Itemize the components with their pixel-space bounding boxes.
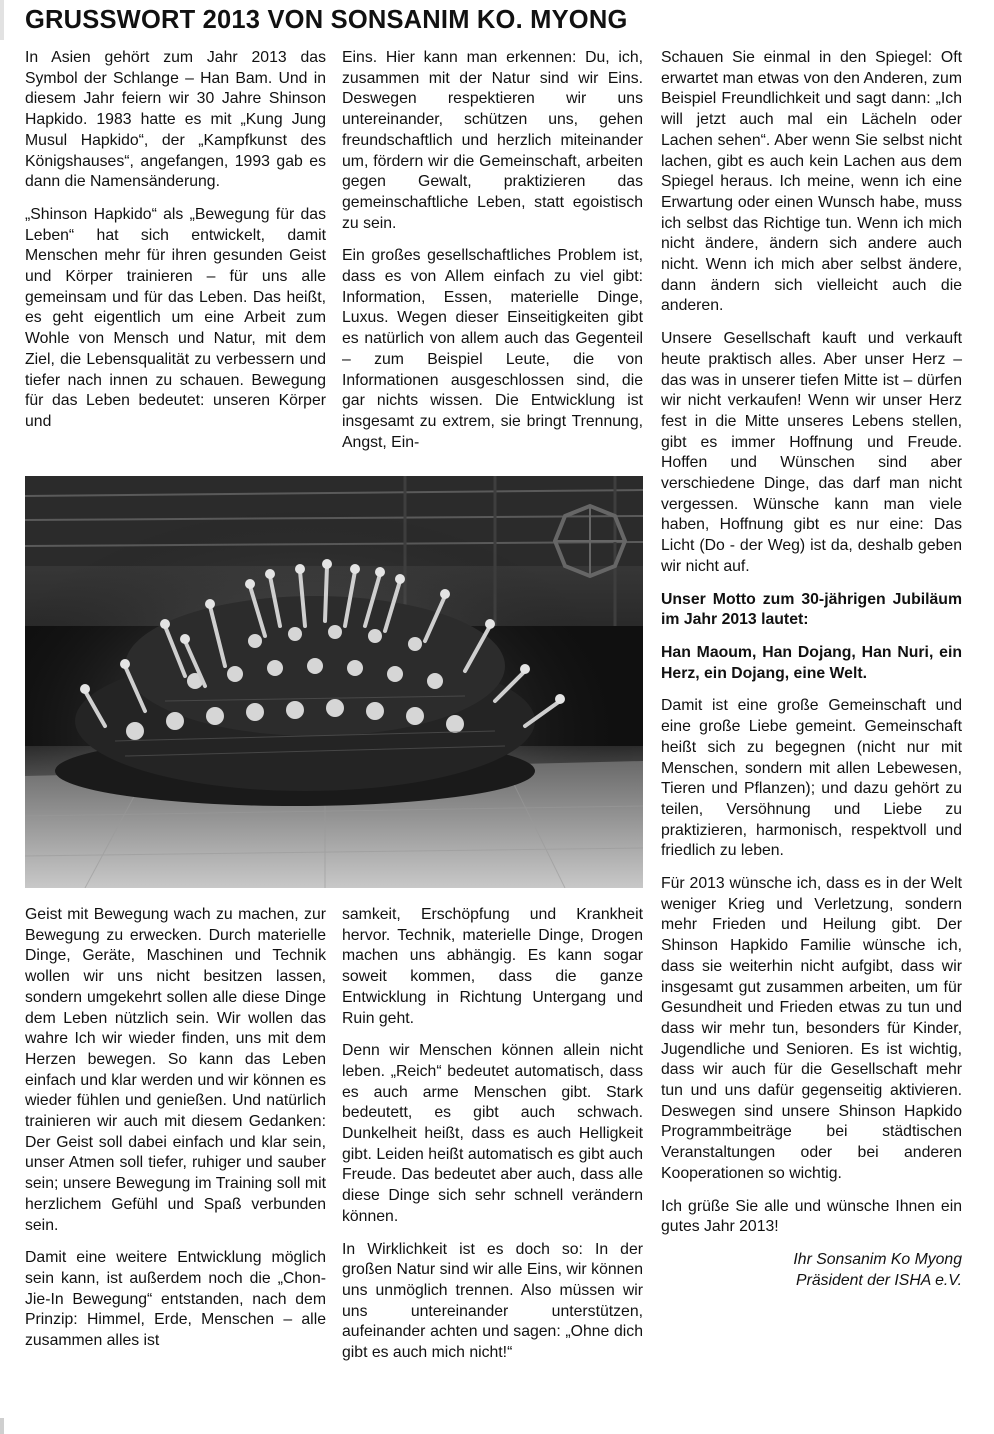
paragraph: Damit eine weitere Entwicklung möglich sein kann, ist außerdem noch die „Chon-Jie-In Bewegung“ entstanden, nach dem Prinzip: Himmel, Erde, Menschen – alle zusammen alles ist [25,1249,326,1350]
paragraph: Damit ist eine große Gemeinschaft und eine große Liebe gemeint. Gemeinschaft heißt sich zu begegnen (nicht nur mit Menschen, sondern mit allen Lebewesen, Tieren und Pflanzen); und dazu gehört zu teilen, Versöhnung und Liebe zu praktizieren, harmonisch, respektvoll und friedlich zu leben. [661,697,962,860]
motto-intro: Unser Motto zum 30-jährigen Jubiläum im Jahr 2013 lautet: [661,590,962,629]
page-edge-mark [0,0,4,40]
paragraph: Eins. Hier kann man erkennen: Du, ich, zusammen mit der Natur sind wir Eins. Deswegen respektieren wir uns untereinander, schützen uns, gehen freundschaftlich und herzlich miteinander um, fördern wir die Gemeinschaft, arbeiten gegen Gewalt, praktizieren das gemeinschaftliche Leben, statt egoistisch zu sein. [342,49,643,232]
column-1-bottom [25,905,326,1364]
paragraph: „Shinson Hapkido“ als „Bewegung für das Leben“ hat sich entwickelt, damit Menschen mehr für ihren gesunden Geist und Körper trainieren – für uns alle gemeinsam und für das Leben. Das heißt, es geht eigentlich um eine Arbeit zum Wohle von Mensch und Natur, mit dem Ziel, die Lebensqualität zu verbessern und tiefer nach innen zu schauen. Bewegung für das Leben bedeutet: unseren Körper und [25,205,326,430]
paragraph: In Asien gehört zum Jahr 2013 das Symbol der Schlange – Han Bam. Und in diesem Jahr feiern wir 30 Jahre Shinson Hapkido. 1983 hatte es mit „Kung Jung Musul Hapkido“, der „Kampfkunst des Königshauses“, angefangen, 1993 gab es dann die Namensänderung. [25,49,326,191]
column-1-top [25,48,326,445]
column-2-top [342,48,643,465]
paragraph: Denn wir Menschen können allein nicht leben. „Reich“ bedeutet automatisch, dass es auch arme Menschen gibt. Stark bedeutett, es gibt auch schwach. Dunkelheit heißt, dass es auch Helligkeit gibt. Leiden heißt automatisch es gibt auch Freude. Das bedeutet aber auch, dass alle diese Dinge sich sehr schnell verändern können. [342,1042,643,1225]
article-title: GRUSSWORT 2013 VON SONSANIM KO. MYONG [25,6,628,34]
paragraph: Geist mit Bewegung wach zu machen, zur Bewegung zu erwecken. Durch materielle Dinge, Geräte, Maschinen und Technik wollen wir uns nicht besitzen lassen, sondern umgekehrt sollen alle diese Dinge dem Leben nützlich sein. Wir wollen das wahre Ich wir wieder finden, uns mit dem Herzen bewegen. So kann das Leben einfach und klar werden und wir können es wieder fühlen und genießen. Und natürlich trainieren wir auch mit diesem Gedanken: Der Geist soll dabei einfach und klar sein, unser Atmen soll tiefer, ruhiger und sauber sein; unsere Bewegung im Training soll mit herzlichem Gefühl und Spaß verbunden sein. [25,906,326,1234]
page-edge-mark [0,1418,4,1434]
column-3 [661,48,962,1291]
paragraph: samkeit, Erschöpfung und Krankheit hervor. Technik, materielle Dinge, Drogen machen uns abhängig. Es kann sogar soweit kommen, dass die ganze Entwicklung in Richtung Untergang und Ruin geht. [342,906,643,1027]
motto: Han Maoum, Han Dojang, Han Nuri, ein Herz, ein Dojang, eine Welt. [661,643,962,682]
signature-name: Ihr Sonsanim Ko Myong [793,1250,962,1268]
paragraph: Ich grüße Sie alle und wünsche Ihnen ein gutes Jahr 2013! [661,1197,962,1236]
paragraph: Schauen Sie einmal in den Spiegel: Oft erwartet man etwas von den Anderen, zum Beispiel Freundlichkeit und sagt dann: „Ich will jetzt auch mal ein Lächeln oder Lachen sehen“. Aber wenn Sie selbst nicht lachen, gibt es auch kein Lachen aus dem Spiegel heraus. Ich meine, wenn ich eine Erwartung oder einen Wunsch habe, muss ich selbst das Richtige tun. Wenn ich mich nicht ändere, ändern sich andere auch nicht. Wenn ich mich aber selbst ändere, dann ändern sich vielleicht auch die anderen. [661,49,962,315]
signature-title: Präsident der ISHA e.V. [796,1271,962,1289]
group-photo [25,476,643,888]
paragraph: Ein großes gesellschaftliches Problem ist, dass es von Allem einfach zu viel gibt: Information, Essen, materielle Dinge, Luxus. Wegen dieser Einseitigkeiten gibt es natürlich von allem auch das Gegenteil – zum Beispiel Leute, die von Informationen ausgeschlossen sind, die gar nichts wissen. Die Entwicklung ist insgesamt zu extrem, sie bringt Trennung, Angst, Ein- [342,247,643,451]
paragraph: In Wirklichkeit ist es doch so: In der großen Natur sind wir alle Eins, wir können uns unmöglich trennen. Also müssen wir uns untereinander unterstützen, aufeinander achten und sagen: „Ohne dich gibt es auch mich nicht!“ [342,1240,643,1362]
paragraph: Für 2013 wünsche ich, dass es in der Welt weniger Krieg und Verletzung, sondern mehr Frieden und Heilung gibt. Der Shinson Hapkido Familie wünsche ich, dass sie weiterhin nicht aufgibt, dass wir insgesamt gut zusammen arbeiten, um für Gesundheit und Frieden etwas zu tun und dass wir mehr tun, besonders für Kinder, Jugendliche und Senioren. Es ist wichtig, dass wir auch für die Gesellschaft mehr tun und uns dafür gegenseitig aktivieren. Deswegen sind unsere Shinson Hapkido Programmbeiträge bei städtischen Veranstaltungen oder bei anderen Kooperationen so wichtig. [661,875,962,1182]
column-2-bottom [342,905,643,1376]
paragraph: Unsere Gesellschaft kauft und verkauft heute praktisch alles. Aber unser Herz – das was in unserer tiefen Mitte ist – dürfen wir nicht verkaufen! Wenn wir unser Herz fest in die Mitte unseres Lebens stellen, gibt es immer Hoffnung und Freude. Hoffen und Wünschen sind aber verschiedene Dinge, das darf man nicht vergessen. Wünsche kann man viele haben, Hoffnung gibt es nur eine: Das Licht (Do - der Weg) ist da, deshalb geben wir nicht auf. [661,330,962,575]
group-photo-illustration [25,476,643,888]
